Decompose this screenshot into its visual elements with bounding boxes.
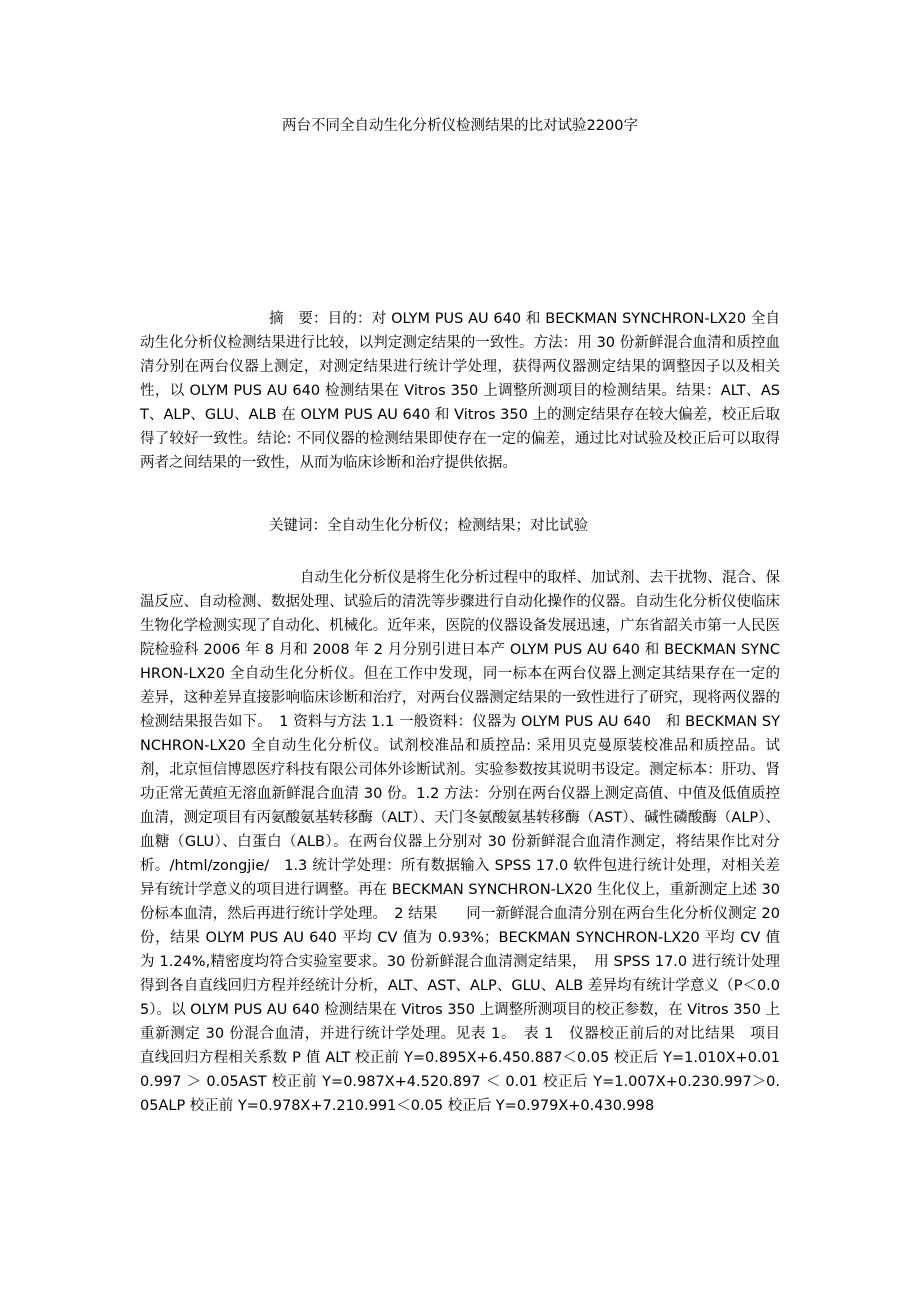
keywords-paragraph: 关键词：全自动生化分析仪；检测结果；对比试验 — [269, 518, 588, 534]
main-text-section — [140, 566, 800, 1118]
document-title: 两台不同全自动生化分析仪检测结果的比对试验2200字 — [282, 118, 638, 134]
abstract-paragraph: 摘 要：目的：对 OLYM PUS AU 640 和 BECKMAN SYNCHRON-LX20 全自动生化分析仪检测结果进行比较，以判定测定结果的一致性。方法：用 30 份新鲜混合血清和质控血清分别在两台仪器上测定，对测定结果进行统计学处理，获得两仪器测定结果的调整因子以及相关性，以 OLYM PUS AU 640 检测结果在 Vitros 350 上调整所测项目的检测结果。结果：ALT、AST、ALP、GLU、ALB 在 OLYM PUS AU 640 和 Vitros 350 上的测定结果存在较大偏差，校正后取得了较好一致性。结论: 不同仪器的检测结果即使存在一定的偏差，通过比对试验及校正后可以取得两者之间结果的一致性，从而为临床诊断和治疗提供依据。 — [140, 311, 780, 471]
keywords-section — [140, 514, 780, 538]
abstract-section — [140, 307, 780, 475]
main-paragraph: 自动生化分析仪是将生化分析过程中的取样、加试剂、去干扰物、混合、保温反应、自动检测、数据处理、试验后的清洗等步骤进行自动化操作的仪器。自动生化分析仪使临床生物化学检测实现了自动化、机械化。近年来，医院的仪器设备发展迅速，广东省韶关市第一人民医院检验科 2006 年 8 月和 2008 年 2 月分别引进日本产 OLYM PUS AU 640 和 BECKMAN SYNCHRON-LX20 全自动生化分析仪。但在工作中发现，同一标本在两台仪器上测定其结果存在一定的差异，这种差异直接影响临床诊断和治疗，对两台仪器测定结果的一致性进行了研究，现将两仪器的检测结果报告如下。 1 资料与方法 1.1 一般资料：仪器为 OLYM PUS AU 640 和 BECKMAN SYNCHRON-LX20 全自动生化分析仪。试剂校准品和质控品: 采用贝克曼原装校准品和质控品。试剂，北京恒信博恩医疗科技有限公司体外诊断试剂。实验参数按其说明书设定。测定标本：肝功、肾功正常无黄疸无溶血新鲜混合血清 30 份。1.2 方法：分别在两台仪器上测定高值、中值及低值质控血清，测定项目有丙氨酸氨基转移酶（ALT）、天门冬氨酸氨基转移酶（AST）、碱性磷酸酶（ALP）、血糖（GLU）、白蛋白（ALB）。在两台仪器上分别对 30 份新鲜混合血清作测定，将结果作比对分析。/html/zongjie/ 1.3 统计学处理：所有数据输入 SPSS 17.0 软件包进行统计处理，对相关差异有统计学意义的项目进行调整。再在 BECKMAN SYNCHRON-LX20 生化仪上，重新测定上述 30 份标本血清，然后再进行统计学处理。 2 结果 同一新鲜混合血清分别在两台生化分析仪测定 20 份，结果 OLYM PUS AU 640 平均 CV 值为 0.93%；BECKMAN SYNCHRON-LX20 平均 CV 值为 1.24%,精密度均符合实验室要求。30 份新鲜混合血清测定结果， 用 SPSS 17.0 进行统计处理得到各自直线回归方程并经统计分析，ALT、AST、ALP、GLU、ALB 差异均有统计学意义（P＜0.05）。以 OLYM PUS AU 640 检测结果在 Vitros 350 上调整所测项目的校正参数，在 Vitros 350 上重新测定 30 份混合血清，并进行统计学处理。见表 1。 表 1 仪器校正前后的对比结果 项目 直线回归方程相关系数 P 值 ALT 校正前 Y=0.895X+6.450.887＜0.05 校正后 Y=1.010X+0.010.997 ＞ 0.05AST 校正前 Y=0.987X+4.520.897 ＜ 0.01 校正后 Y=1.007X+0.230.997＞0.05ALP 校正前 Y=0.978X+7.210.991＜0.05 校正后 Y=0.979X+0.430.998 — [140, 570, 800, 1114]
